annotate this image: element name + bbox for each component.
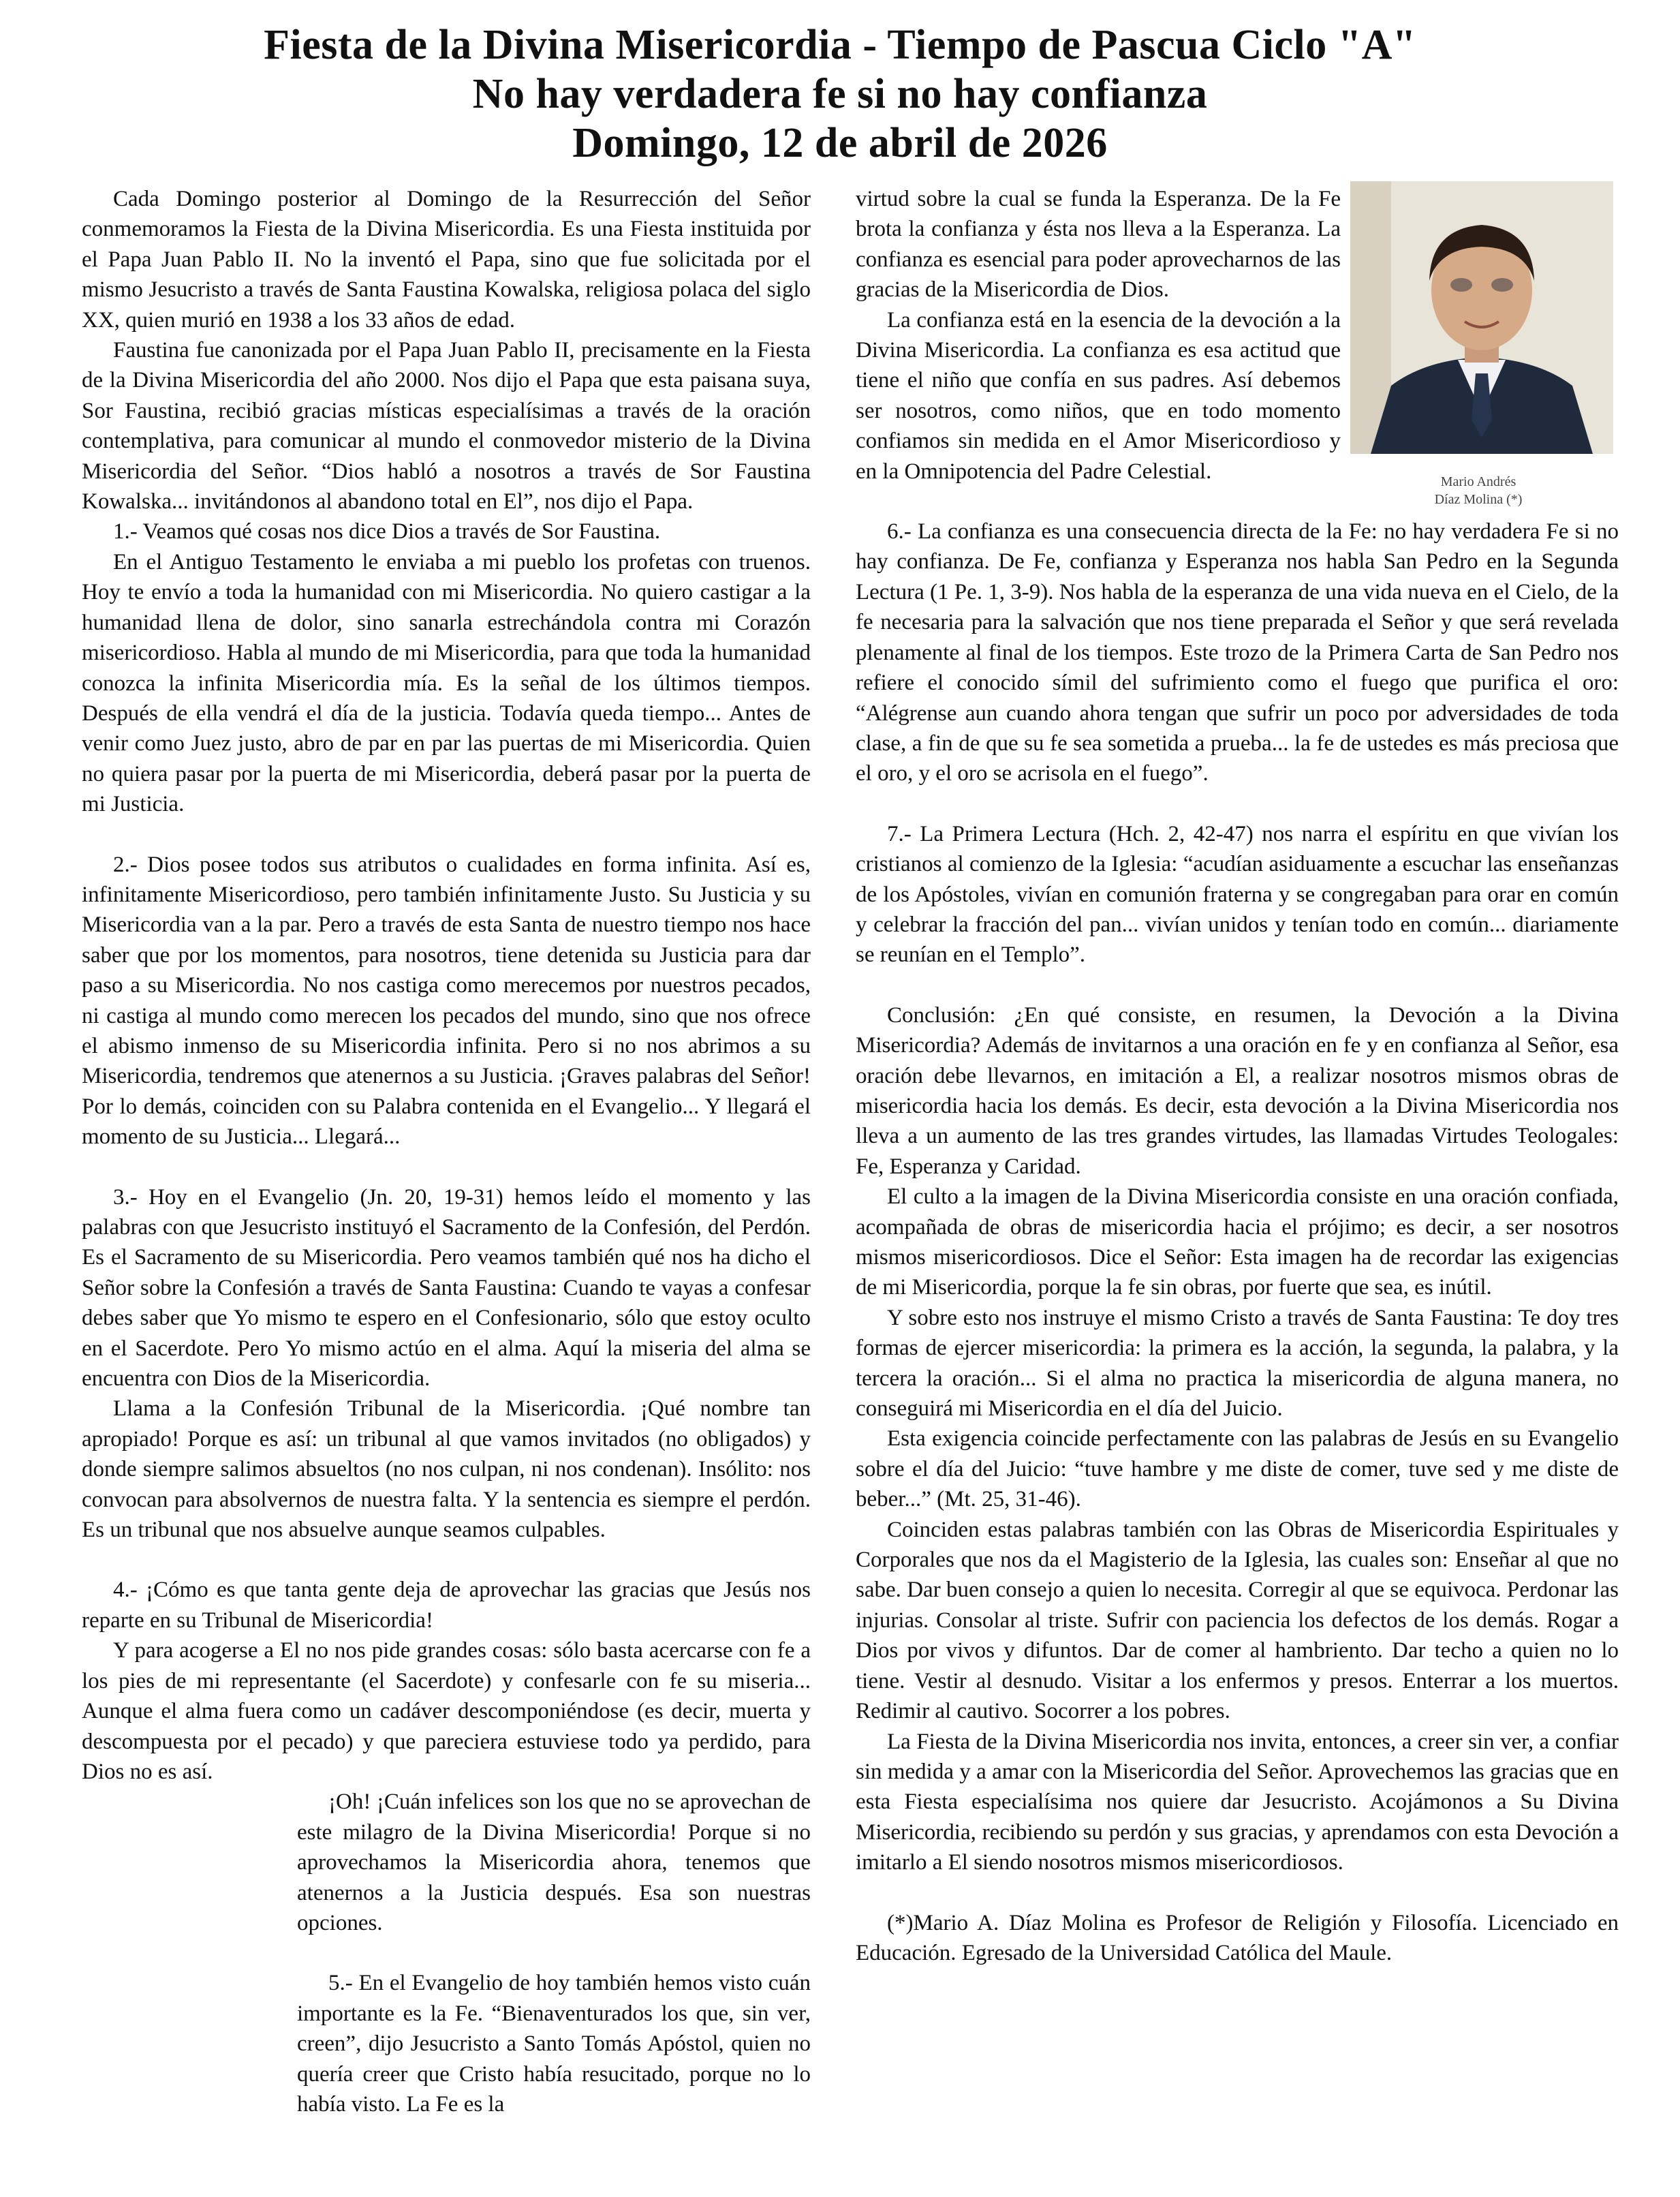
title-line-1: Fiesta de la Divina Misericordia - Tiempo de Pascua Ciclo "A"	[264, 22, 1416, 68]
title-line-3: Domingo, 12 de abril de 2026	[572, 120, 1108, 166]
paragraph: 5.- En el Evangelio de hoy también hemos visto cuán importante es la Fe. “Bienaventurados los que, sin ver, creen”, dijo Jesucristo a Santo Tomás Apóstol, quien no quería creer que Cristo había resucitado, porque no lo había visto. La Fe es la	[297, 1971, 811, 2117]
paragraph-gap	[297, 1938, 811, 1968]
paragraph: 3.- Hoy en el Evangelio (Jn. 20, 19-31) hemos leído el momento y las palabras con que Jesucristo instituyó el Sacramento de la Confesión, del Perdón. Es el Sacramento de su Misericordia. Pero veamos también qué nos ha dicho el Señor sobre la Confesión a través de Santa Faustina: Cuando te vayas a confesar debes saber que Yo mismo te espero en el Confesionario, sólo que estoy oculto en el Sacerdote. Pero Yo mismo actúo en el alma. Aquí la miseria del alma se encuentra con Dios de la Misericordia.	[82, 1184, 811, 1392]
paragraph: Y para acogerse a El no nos pide grandes cosas: sólo basta acercarse con fe a los pies de mi representante (el Sacerdote) y confesarle con fe su miseria... Aunque el alma fuera como un cadáver descomponiéndose (es decir, muerta y descompuesta por el pecado) y que pareciera estuviese todo ya perdido, para Dios no es así.	[82, 1638, 811, 1784]
indented-block	[297, 1787, 811, 2119]
paragraph: Cada Domingo posterior al Domingo de la Resurrección del Señor conmemoramos la Fiesta de la Divina Misericordia. Es una Fiesta instituida por el Papa Juan Pablo II. No la inventó el Papa, sino que fue solicitada por el mismo Jesucristo a través de Santa Faustina Kowalska, religiosa polaca del siglo XX, quien murió en 1938 a los 33 años de edad.	[82, 187, 811, 333]
paragraph: La confianza está en la esencia de la devoción a la Divina Misericordia. La confianza es esa actitud que tiene el niño que confía en sus padres. Así debemos ser nosotros, como niños, que en todo momento confiamos sin medida en el Amor Misericordioso y en la Omnipotencia del Padre Celestial.	[856, 307, 1341, 484]
paragraph: El culto a la imagen de la Divina Misericordia consiste en una oración confiada, acompañada de obras de misericordia hacia el prójimo; es decir, a ser nosotros mismos misericordiosos. Dice el Señor: Esta imagen ha de recordar las exigencias de mi Misericordia, porque la fe sin obras, por fuerte que sea, es inútil.	[856, 1184, 1619, 1300]
paragraph-gap	[82, 820, 811, 850]
paragraph-gap	[856, 789, 1619, 819]
photo-wrap-text	[856, 184, 1341, 487]
header	[0, 20, 1680, 168]
paragraph: La Fiesta de la Divina Misericordia nos invita, entonces, a creer sin ver, a confiar sin medida y a amar con la Misericordia del Señor. Aprovechemos las gracias que en esta Fiesta especialísima nos quiere dar Jesucristo. Acojámonos a Su Divina Misericordia, recibiendo su perdón y sus gracias, y aprendamos con esta Devoción a imitarlo a El siendo nosotros mismos misericordiosos.	[856, 1729, 1619, 1875]
paragraph-gap	[856, 1878, 1619, 1908]
paragraph: Llama a la Confesión Tribunal de la Misericordia. ¡Qué nombre tan apropiado! Porque es así: un tribunal al que vamos invitados (no obligados) y donde siempre salimos absueltos (no nos culpan, ni nos condenan). Insólito: nos convocan para absolvernos de nuestra falta. Y la sentencia es siempre el perdón. Es un tribunal que nos absuelve aunque seamos culpables.	[82, 1396, 811, 1543]
paragraph: Y sobre esto nos instruye el mismo Cristo a través de Santa Faustina: Te doy tres formas de ejercer misericordia: la primera es la acción, la segunda, la palabra, y la tercera la oración... Si el alma no practica la misericordia de alguna manera, no conseguirá mi Misericordia en el día del Juicio.	[856, 1305, 1619, 1422]
paragraph: virtud sobre la cual se funda la Esperanza. De la Fe brota la confianza y ésta nos lleva a la Esperanza. La confianza es esencial para poder aprovecharnos de las gracias de la Misericordia de Dios.	[856, 187, 1341, 303]
caption-line: Mario Andrés	[1440, 474, 1516, 489]
caption-line: Díaz Molina (*)	[1434, 492, 1523, 507]
paragraph: 1.- Veamos qué cosas nos dice Dios a través de Sor Faustina.	[113, 519, 661, 544]
paragraph: Esta exigencia coincide perfectamente con las palabras de Jesús en su Evangelio sobre el día del Juicio: “tuve hambre y me diste de comer, tuve sed y me diste de beber...” (Mt. 25, 31-46).	[856, 1426, 1619, 1512]
paragraph: 2.- Dios posee todos sus atributos o cualidades en forma infinita. Así es, infinitamente Misericordioso, pero también infinitamente Justo. Su Justicia y su Misericordia van a la par. Pero a través de esta Santa de nuestro tiempo nos hace saber que por los momentos, para nosotros, tiene detenida su Justicia para dar paso a su Misericordia. No nos castiga como merecemos por nuestros pecados, ni castiga al mundo como merecen los pecados del mundo, sino que nos ofrece el abismo inmenso de su Misericordia infinita. Pero si no nos abrimos a su Misericordia, tendremos que atenernos a su Justicia. ¡Graves palabras del Señor! Por lo demás, coinciden con su Palabra contenida en el Evangelio... Y llegará el momento de su Justicia... Llegará...	[82, 852, 811, 1150]
paragraph: ¡Oh! ¡Cuán infelices son los que no se aprovechan de este milagro de la Divina Misericordia! Porque si no aprovechamos la Misericordia ahora, tenemos que atenernos a la Justicia después. Esa son nuestras opciones.	[297, 1789, 811, 1935]
paragraph-gap	[856, 970, 1619, 1000]
paragraph: Faustina fue canonizada por el Papa Juan Pablo II, precisamente en la Fiesta de la Divina Misericordia del año 2000. Nos dijo el Papa que esta paisana suya, Sor Faustina, recibió gracias místicas especialísimas a través de la oración contemplativa, para comunicar al mundo el conmovedor misterio de la Divina Misericordia del Señor. “Dios habló a nosotros a través de Sor Faustina Kowalska... invitándonos al abandono total en El”, nos dijo el Papa.	[82, 338, 811, 514]
paragraph-gap	[82, 1545, 811, 1575]
author-note: (*)Mario A. Díaz Molina es Profesor de Religión y Filosofía. Licenciado en Educación. Egresado de la Universidad Católica del Maule.	[856, 1910, 1619, 1965]
paragraph-gap	[82, 1152, 811, 1182]
paragraph-gap	[856, 487, 1619, 517]
left-column	[82, 184, 811, 2119]
paragraph: Conclusión: ¿En qué consiste, en resumen, la Devoción a la Divina Misericordia? Además de invitarnos a una oración en fe y en confianza al Señor, esa oración debe llevarnos, en imitación a El, a realizar nosotros mismos obras de misericordia hacia los demás. Es decir, esta devoción a la Divina Misericordia nos lleva a un aumento de las tres grandes virtudes, las llamadas Virtudes Teologales: Fe, Esperanza y Caridad.	[856, 1002, 1619, 1179]
paragraph: 7.- La Primera Lectura (Hch. 2, 42-47) nos narra el espíritu en que vivían los cristianos al comienzo de la Iglesia: “acudían asiduamente a escuchar las enseñanzas de los Apóstoles, vivían en comunión fraterna y se congregaban para orar en común y celebrar la fracción del pan... vivían unidos y tenían todo en común... diariamente se reunían en el Templo”.	[856, 821, 1619, 968]
paragraph: En el Antiguo Testamento le enviaba a mi pueblo los profetas con truenos. Hoy te envío a toda la humanidad con mi Misericordia. No quiero castigar a la humanidad llena de dolor, sino sanarla estrechándola contra mi Corazón misericordioso. Habla al mundo de mi Misericordia, para que toda la humanidad conozca la infinita Misericordia mía. Es la señal de los últimos tiempos. Después de ella vendrá el día de la justicia. Todavía queda tiempo... Antes de venir como Juez justo, abro de par en par las puertas de mi Misericordia. Quien no quiera pasar por la puerta de mi Misericordia, deberá pasar por la puerta de mi Justicia.	[82, 549, 811, 817]
title-line-2: No hay verdadera fe si no hay confianza	[472, 71, 1208, 117]
paragraph: 4.- ¡Cómo es que tanta gente deja de aprovechar las gracias que Jesús nos reparte en su Tribunal de Misericordia!	[82, 1578, 811, 1633]
paragraph: 6.- La confianza es una consecuencia directa de la Fe: no hay verdadera Fe si no hay confianza. De Fe, confianza y Esperanza nos habla San Pedro en la Segunda Lectura (1 Pe. 1, 3-9). Nos habla de la esperanza de una vida nueva en el Cielo, de la fe necesaria para la salvación que nos tiene preparada el Señor y que será revelada plenamente al final de los tiempos. Este trozo de la Primera Carta de San Pedro nos refiere el conocido símil del sufrimiento como el fuego que purifica el oro: “Alégrense aun cuando ahora tengan que sufrir un poco por adversidades de toda clase, a fin de que su fe sea sometida a prueba... la fe de ustedes es más preciosa que el oro, y el oro se acrisola en el fuego”.	[856, 519, 1619, 786]
right-column	[856, 184, 1619, 1968]
paragraph: Coinciden estas palabras también con las Obras de Misericordia Espirituales y Corporales que nos da el Magisterio de la Iglesia, las cuales son: Enseñar al que no sabe. Dar buen consejo a quien lo necesita. Corregir al que se equivoca. Perdonar las injurias. Consolar al triste. Sufrir con paciencia los defectos de los demás. Rogar a Dios por vivos y difuntos. Dar de comer al hambriento. Dar techo a quien no lo tiene. Vestir al desnudo. Visitar a los enfermos y presos. Enterrar a los muertos. Redimir al cautivo. Socorrer a los pobres.	[856, 1517, 1619, 1724]
